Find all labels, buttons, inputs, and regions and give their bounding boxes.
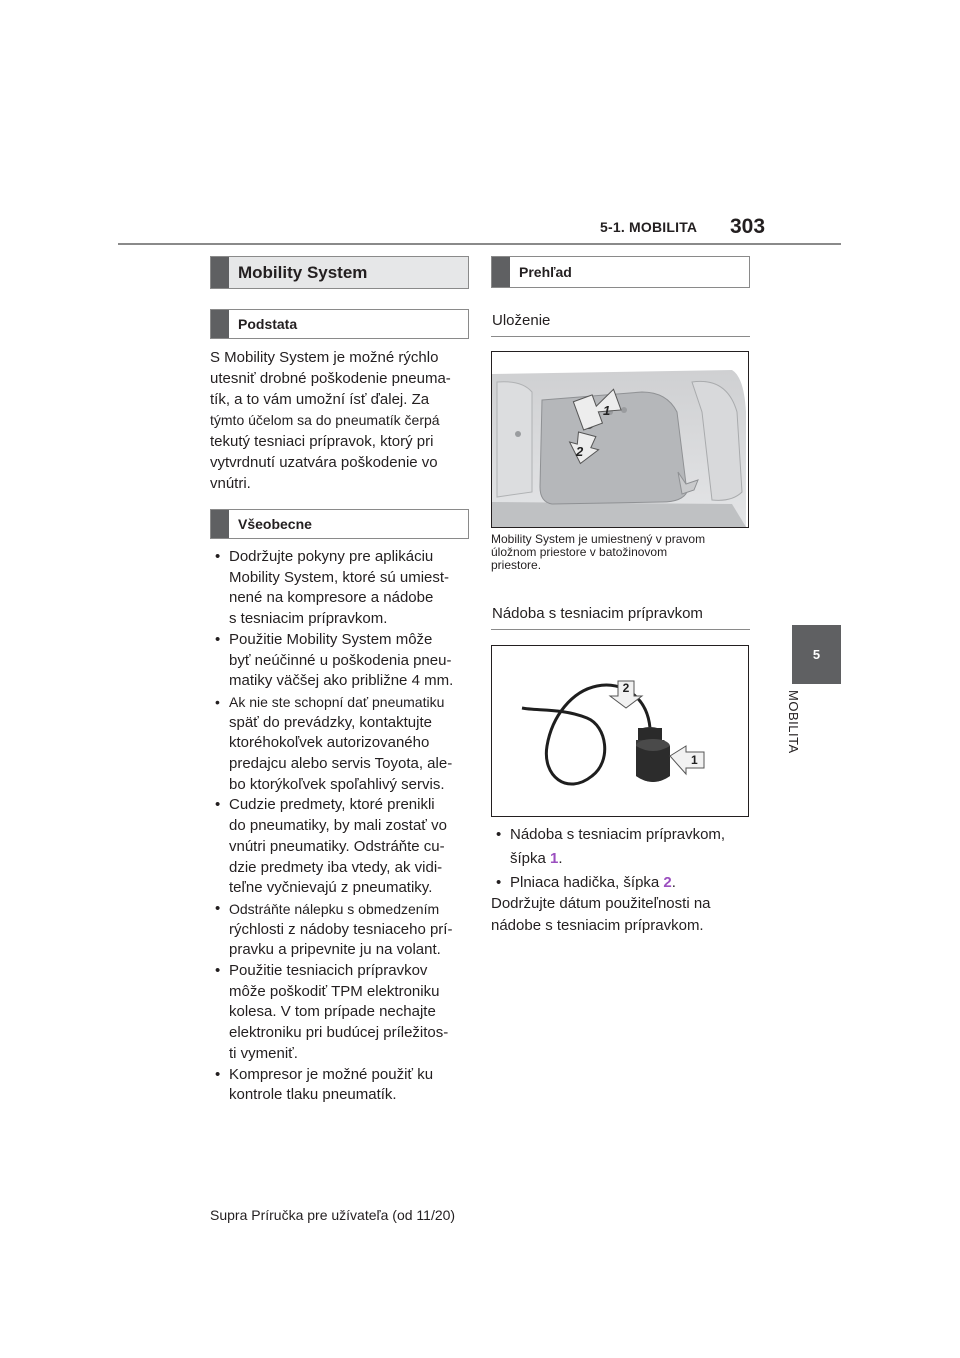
list-text: šípka [510,850,551,867]
arrow-label-1: 1 [691,753,698,767]
text-line: vnútri. [210,475,251,492]
text-line: dzie predmety iba vtedy, ak vidi- [229,858,443,876]
text-line: ktoréhokoľvek autorizovaného [229,734,430,752]
podstata-heading-box [210,309,469,339]
list-item [210,961,472,1065]
list-item [210,692,472,796]
chapter-label-text: MOBILITA [786,690,801,754]
text-line: Mobility System, ktoré sú umiest- [229,568,450,586]
text-line: • Použitie Mobility System môže [229,630,433,648]
footer-text: Supra Príručka pre užívateľa (od 11/20) [210,1207,456,1223]
closing-paragraph [491,893,753,937]
heading-bar [211,257,229,288]
text-line: nené na kompresore a nádobe [229,589,434,607]
list-item [210,795,472,899]
header-rule [118,243,841,245]
prehlad-heading-box [491,256,750,288]
vseobecne-heading-box [210,509,469,539]
list-text: . [671,874,676,891]
nadoba-heading: Nádoba s tesniacim prípravkom [492,605,703,622]
page-number: 303 [730,215,766,238]
text-line: vnútri pneumatiky. Odstráňte cu- [229,837,445,855]
list-text: . [558,850,563,867]
list-item [210,1065,472,1106]
text-line: nádobe s tesniacim prípravkom. [491,917,704,934]
text-line: týmto účelom sa do pneumatík čerpá [210,412,440,428]
list-item [210,630,472,692]
text-line: • Ak nie ste schopní dať pneumatiku [229,693,445,710]
arrow-label-2: 2 [576,444,584,459]
sealant-container-illustration [492,646,748,816]
trunk-storage-illustration [492,352,748,527]
heading-bar [492,257,510,287]
text-line: kontrole tlaku pneumatík. [229,1086,397,1104]
notes-list [210,547,472,1106]
text-line: utesniť drobné poškodenie pneuma- [210,370,451,387]
heading-bar [211,510,229,538]
caption-line: priestore. [491,558,542,572]
container-figure [491,645,749,817]
text-line: • Cudzie predmety, ktoré prenikli [229,796,435,814]
text-line: teľne vyčnievajú z pneumatiky. [229,879,433,897]
nadoba-rule [491,629,750,630]
chapter-label [786,690,800,770]
arrow-label-1: 1 [603,403,611,418]
ulozenie-rule [491,336,750,337]
main-heading-box [210,256,469,289]
text-line: • Dodržujte pokyny pre aplikáciu [229,548,434,565]
list-text: Plniaca hadička, šípka [510,874,664,891]
list-text: Nádoba s tesniacim prípravkom, [510,826,726,843]
podstata-paragraph [210,347,472,494]
text-line: do pneumatiky, by mali zostať vo [229,817,447,835]
chapter-number: 5 [812,647,821,662]
list-item [491,823,753,871]
prehlad-heading: Prehľad [519,264,572,280]
text-line: ti vymeniť. [229,1044,298,1062]
text-line: späť do prevádzky, kontaktujte [229,713,432,731]
vseobecne-heading: Všeobecne [238,516,312,532]
text-line: tík, a to vám umožní ísť ďalej. Za [210,391,430,408]
arrow-ref-1: 1 [550,850,559,867]
text-line: elektroniku pri budúcej príležitos- [229,1024,449,1042]
text-line: predajcu alebo servis Toyota, ale- [229,755,453,773]
text-line: Dodržujte dátum použiteľnosti na [491,895,711,912]
text-line: vytvrdnutí uzatvára poškodenie vo [210,454,438,471]
ulozenie-heading: Uloženie [492,312,551,329]
list-item [210,899,472,961]
text-line: pravku a pripevnite ju na volant. [229,941,441,959]
caption-line: Mobility System je umiestnený v pravom [491,532,706,546]
text-line: kolesa. V tom prípade nechajte [229,1003,436,1021]
text-line: bo ktorýkoľvek spoľahlivý servis. [229,775,445,793]
text-line: rýchlosti z nádoby tesniaceho prí- [229,920,453,938]
text-line: matiky väčšej ako približne 4 mm. [229,672,454,690]
chapter-tab [792,625,841,684]
text-line: s tesniacim prípravkom. [229,610,388,628]
heading-bar [211,310,229,338]
main-heading: Mobility System [238,262,368,282]
arrow-ref-2: 2 [663,874,672,891]
arrow-label-2: 2 [622,681,630,695]
list-item [210,547,472,630]
list-item [491,871,753,895]
caption-line: úložnom priestore v batožinovom [491,545,668,559]
trunk-figure [491,351,749,528]
text-line: • Odstráňte nálepku s obmedzením [229,900,440,917]
figure-caption [491,533,753,572]
text-line: S Mobility System je možné rýchlo [210,349,439,366]
text-line: • Kompresor je možné použiť ku [229,1065,434,1083]
text-line: tekutý tesniaci prípravok, ktorý pri [210,433,434,450]
text-line: byť neúčinné u poškodenia pneu- [229,651,452,669]
parts-list [491,823,753,895]
text-line: môže poškodiť TPM elektroniku [229,982,440,1000]
section-title: 5-1. MOBILITA [600,219,698,235]
podstata-heading: Podstata [238,316,298,332]
text-line: • Použitie tesniacich prípravkov [229,962,428,980]
